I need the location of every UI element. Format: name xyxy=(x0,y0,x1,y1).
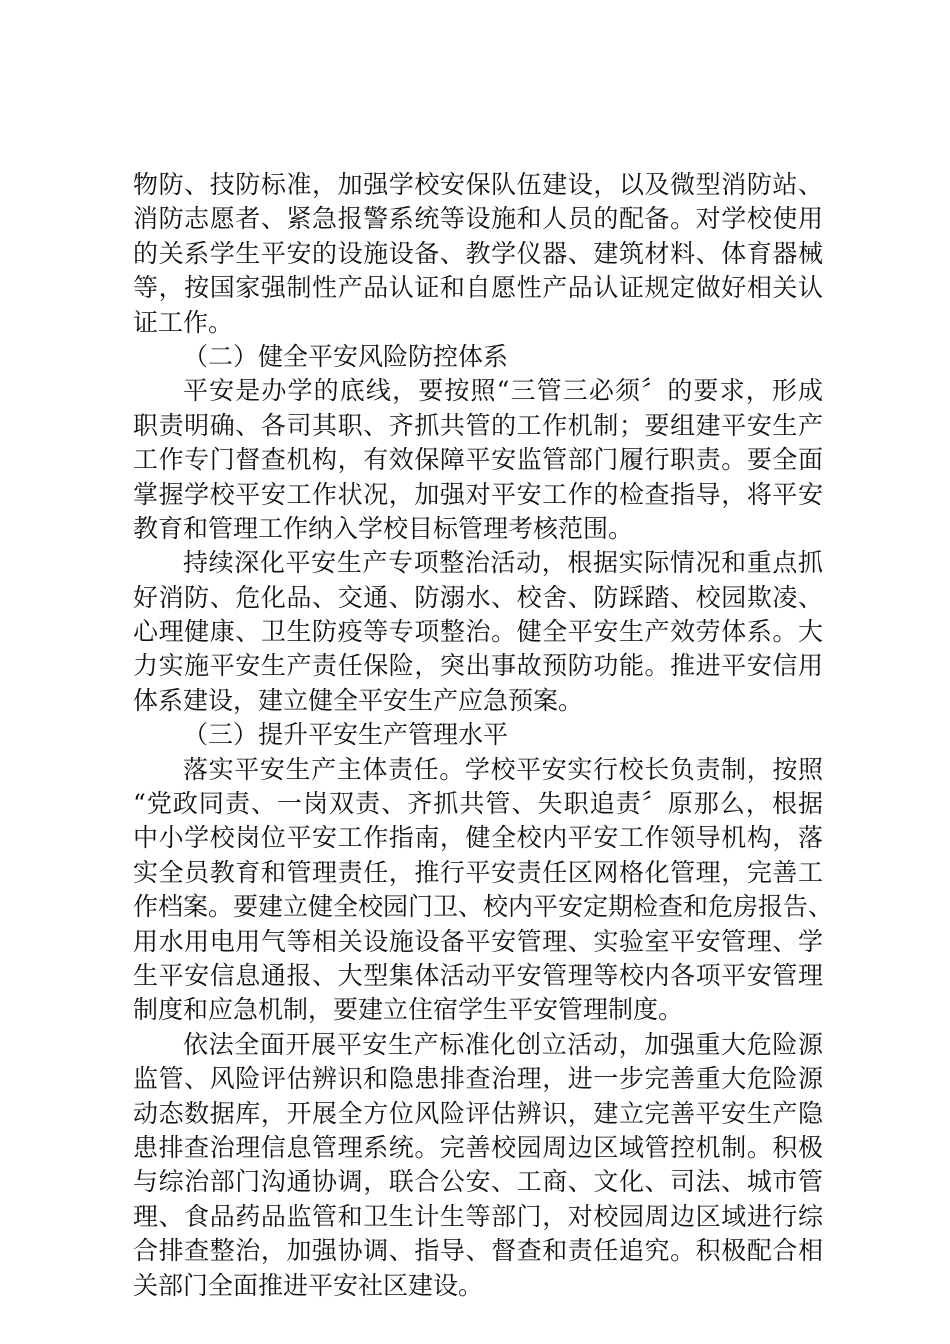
paragraph-line: 制度和应急机制，要建立住宿学生平安管理制度。 xyxy=(133,995,684,1025)
paragraph-line: 等，按国家强制性产品认证和自愿性产品认证规定做好相关认 xyxy=(133,273,823,303)
paragraph-line: 教育和管理工作纳入学校目标管理考核范围。 xyxy=(133,513,634,543)
paragraph-line: 工作专门督查机构，有效保障平安监管部门履行职责。要全面 xyxy=(133,445,823,475)
paragraph-line: 监管、风险评估辨识和隐患排查治理，进一步完善重大危险源 xyxy=(133,1064,823,1094)
paragraph-first-line: （二）健全平安风险防控体系 xyxy=(183,341,509,371)
paragraph-line: 的关系学生平安的设施设备、教学仪器、建筑材料、体育器械 xyxy=(133,238,823,268)
paragraph-first-line: （三）提升平安生产管理水平 xyxy=(183,720,509,750)
paragraph-line: 用水用电用气等相关设施设备平安管理、实验室平安管理、学 xyxy=(133,926,823,956)
paragraph-line: 证工作。 xyxy=(133,307,234,337)
paragraph-first-line: 落实平安生产主体责任。学校平安实行校长负责制，按照 xyxy=(183,754,823,784)
paragraph-line: 患排查治理信息管理系统。完善校园周边区域管控机制。积极 xyxy=(133,1132,823,1162)
paragraph-line: 理、食品药品监管和卫生计生等部门，对校园周边区域进行综 xyxy=(133,1201,823,1231)
paragraph-first-line: 持续深化平安生产专项整治活动，根据实际情况和重点抓 xyxy=(183,548,823,578)
document-body xyxy=(133,168,834,1303)
paragraph-line: 力实施平安生产责任保险，突出事故预防功能。推进平安信用 xyxy=(133,651,823,681)
paragraph-line: 职责明确、各司其职、齐抓共管的工作机制；要组建平安生产 xyxy=(133,410,823,440)
paragraph-line: 生平安信息通报、大型集体活动平安管理等校内各项平安管理 xyxy=(133,960,823,990)
paragraph-line: 合排查整治，加强协调、指导、督查和责任追究。积极配合相 xyxy=(133,1236,823,1266)
paragraph-line: 消防志愿者、紧急报警系统等设施和人员的配备。对学校使用 xyxy=(133,204,823,234)
paragraph-line: 作档案。要建立健全校园门卫、校内平安定期检查和危房报告、 xyxy=(133,892,834,922)
paragraph-line: 心理健康、卫生防疫等专项整治。健全平安生产效劳体系。大 xyxy=(133,617,823,647)
paragraph-line: 实全员教育和管理责任，推行平安责任区网格化管理，完善工 xyxy=(133,857,823,887)
paragraph-line: 物防、技防标准，加强学校安保队伍建设，以及微型消防站、 xyxy=(133,170,823,199)
paragraph-line: 体系建设，建立健全平安生产应急预案。 xyxy=(133,685,584,715)
paragraph-line: 好消防、危化品、交通、防溺水、校舍、防踩踏、校园欺凌、 xyxy=(133,582,823,612)
paragraph-first-line: 平安是办学的底线，要按照“三管三必须〞的要求，形成 xyxy=(183,376,823,406)
paragraph-line: 掌握学校平安工作状况，加强对平安工作的检查指导，将平安 xyxy=(133,479,823,509)
paragraph-line: 与综治部门沟通协调，联合公安、工商、文化、司法、城市管 xyxy=(133,1167,823,1197)
paragraph-line: “党政同责、一岗双责、齐抓共管、失职追责〞原那么，根据 xyxy=(133,789,823,819)
paragraph-first-line: 依法全面开展平安生产标准化创立活动，加强重大危险源 xyxy=(183,1029,823,1059)
paragraph-line: 关部门全面推进平安社区建设。 xyxy=(133,1270,484,1300)
paragraph-line: 动态数据库，开展全方位风险评估辨识，建立完善平安生产隐 xyxy=(133,1098,823,1128)
paragraph-line: 中小学校岗位平安工作指南，健全校内平安工作领导机构，落 xyxy=(133,823,823,853)
